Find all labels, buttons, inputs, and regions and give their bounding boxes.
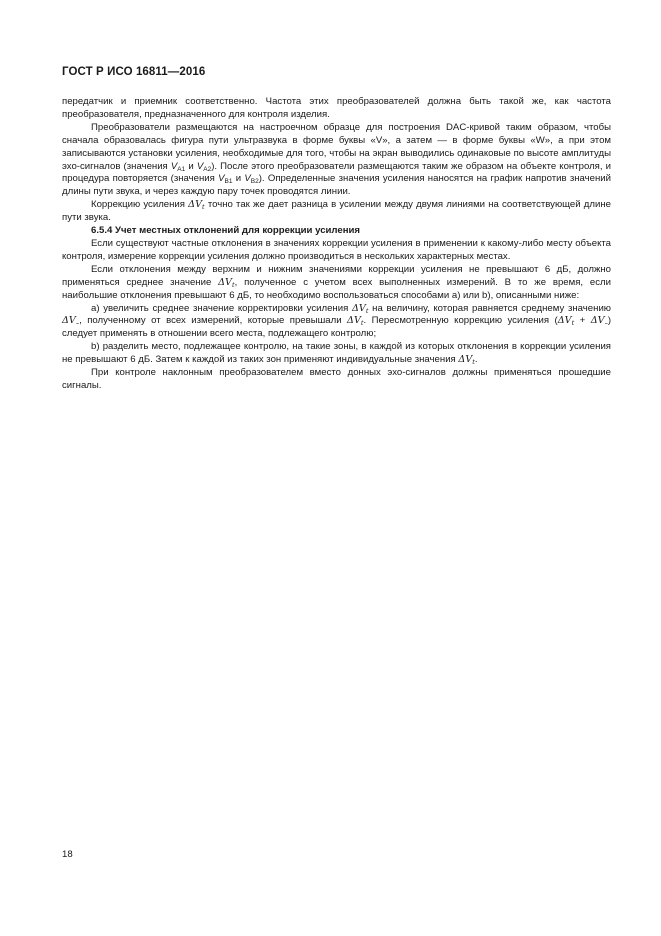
paragraph-3: Коррекцию усиления $\Delta V_t$ точно так же дает разница в усилении между двумя линиями на соответствующей длине пути звука. (62, 199, 611, 224)
paragraph-1: передатчик и приемник соответственно. Частота этих преобразователей должна быть такой же, как частота преобразователя, предназначенного для контроля изделия. (62, 96, 611, 120)
paragraph-2: Преобразователи размещаются на настроечном образце для построения DAC-кривой таким образом, чтобы сначала образовалась фигура пути ультразвука в форме буквы «V», а затем — в форме буквы «W», а при этом записываются установки усиления, необходимые для того, чтобы на экран выводились одинаковые по высоте амплитуды эхо-сигналов (значения $V_{A1}$ и $V_{A2}$). После этого преобразователи размещаются таким же образом на объекте контроля, и процедура повторяется (значения $V_{B1}$ и $V_{B2}$). Определенные значения усиления наносятся на график напротив значений длины пути звука, и через каждую пару точек проводятся линии. (62, 121, 611, 198)
list-item-b: b) разделить место, подлежащее контролю, на такие зоны, в каждой из которых отклонения в коррекции усиления не превышают 6 дБ. Затем к каждой из таких зон применяют индивидуальные значения $\Delta V_t$. (62, 341, 611, 367)
paragraph-6: При контроле наклонным преобразователем вместо донных эхо-сигналов должны применяться прошедшие сигналы. (62, 367, 611, 391)
document-header: ГОСТ Р ИСО 16811—2016 (62, 66, 206, 78)
page-number: 18 (62, 849, 73, 860)
paragraph-5: Если отклонения между верхним и нижним значениями коррекции усиления не превышают 6 дБ, должно применяться среднее значение $\Delta V_t$, полученное с учетом всех выполненных измерений. В то же время, если наибольшие отклонения превышают 6 дБ, то необходимо воспользоваться способами а) или b), описанными ниже: (62, 263, 611, 301)
section-heading-6-5-4: 6.5.4 Учет местных отклонений для коррекции усиления (91, 225, 361, 237)
document-body (62, 96, 611, 393)
list-item-a: а) увеличить среднее значение корректировки усиления $\Delta V_t$ на величину, которая равняется среднему значению $\Delta V_-$, полученному от всех измерений, которые превышали $\Delta V_t$. Пересмотренную коррекцию усиления $(\Delta V_t + \Delta V_-)$ следует применять в отношении всего места, подлежащего контролю; (62, 302, 612, 340)
paragraph-4: Если существуют частные отклонения в значениях коррекции усиления в применении к какому-либо месту объекта контроля, измерение коррекции усиления должно производиться в нескольких характерных местах. (62, 237, 611, 262)
